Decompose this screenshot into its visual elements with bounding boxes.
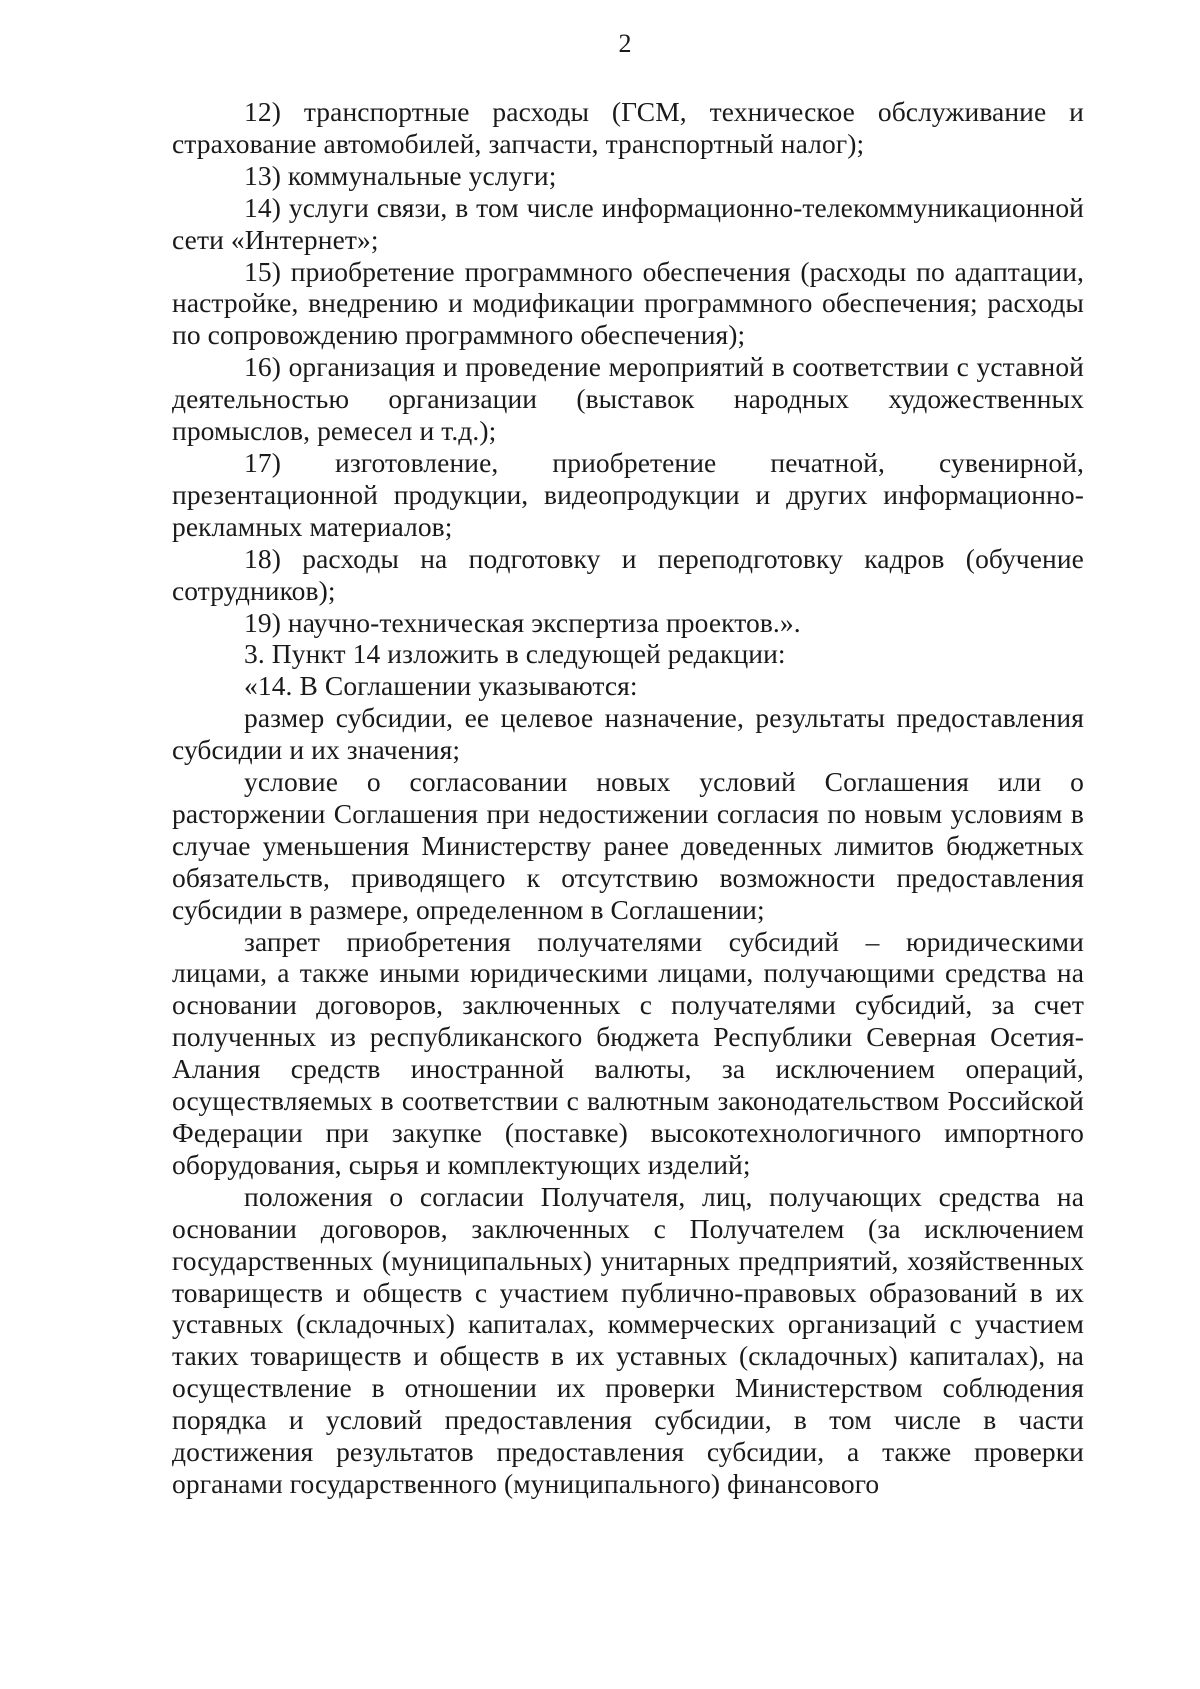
paragraph-item-15: 15) приобретение программного обеспечения (расходы по адаптации, настройке, внедрению и модификации программного обеспечения; расходы по сопровождению программного обеспечения); <box>172 255 1084 351</box>
paragraph-item-17: 17) изготовление, приобретение печатной, сувенирной, презентационной продукции, видеопродукции и других информационно-рекламных материалов; <box>172 446 1084 542</box>
page-number: 2 <box>618 29 632 58</box>
amendment-point-3: 3. Пункт 14 изложить в следующей редакции: <box>244 638 786 670</box>
clause-14-new-conditions: условие о согласовании новых условий Соглашения или о расторжении Соглашения при недостижении согласия по новым условиям в случае уменьшения Министерству ранее доведенных лимитов бюджетных обязательств, приводящего к отсутствию возможности предоставления субсидии в размере, определенном в Соглашении; <box>172 766 1084 925</box>
paragraph-item-16: 16) организация и проведение мероприятий в соответствии с уставной деятельностью организации (выставок народных художественных промыслов, ремесел и т.д.); <box>172 351 1084 447</box>
clause-14-heading: «14. В Соглашении указываются: <box>244 670 638 702</box>
paragraph-item-19: 19) научно-техническая экспертиза проектов.». <box>244 606 801 638</box>
document-body <box>172 96 1084 1500</box>
paragraph-item-13: 13) коммунальные услуги; <box>244 159 557 191</box>
clause-14-currency-prohibition: запрет приобретения получателями субсидий – юридическими лицами, а также иными юридическими лицами, получающими средства на основании договоров, заключенных с получателями субсидий, за счет полученных из республиканского бюджета Республики Северная Осетия-Алания средств иностранной валюты, за исключением операций, осуществляемых в соответствии с валютным законодательством Российской Федерации при закупке (поставке) высокотехнологичного импортного оборудования, сырья и комплектующих изделий; <box>172 925 1084 1180</box>
clause-14-consent-provisions: положения о согласии Получателя, лиц, получающих средства на основании договоров, заключенных с Получателем (за исключением государственных (муниципальных) унитарных предприятий, хозяйственных товариществ и обществ с участием публично-правовых образований в их уставных (складочных) капиталах, коммерческих организаций с участием таких товариществ и обществ в их уставных (складочных) капиталах), на осуществление в отношении их проверки Министерством соблюдения порядка и условий предоставления субсидии, в том числе в части достижения результатов предоставления субсидии, а также проверки органами государственного (муниципального) финансового <box>172 1180 1084 1499</box>
paragraph-item-18: 18) расходы на подготовку и переподготовку кадров (обучение сотрудников); <box>172 542 1084 606</box>
paragraph-item-12: 12) транспортные расходы (ГСМ, техническое обслуживание и страхование автомобилей, запчасти, транспортный налог); <box>172 96 1084 159</box>
clause-14-subsidy-size: размер субсидии, ее целевое назначение, результаты предоставления субсидии и их значения; <box>172 702 1084 766</box>
paragraph-item-14: 14) услуги связи, в том числе информационно-телекоммуникационной сети «Интернет»; <box>172 191 1084 255</box>
